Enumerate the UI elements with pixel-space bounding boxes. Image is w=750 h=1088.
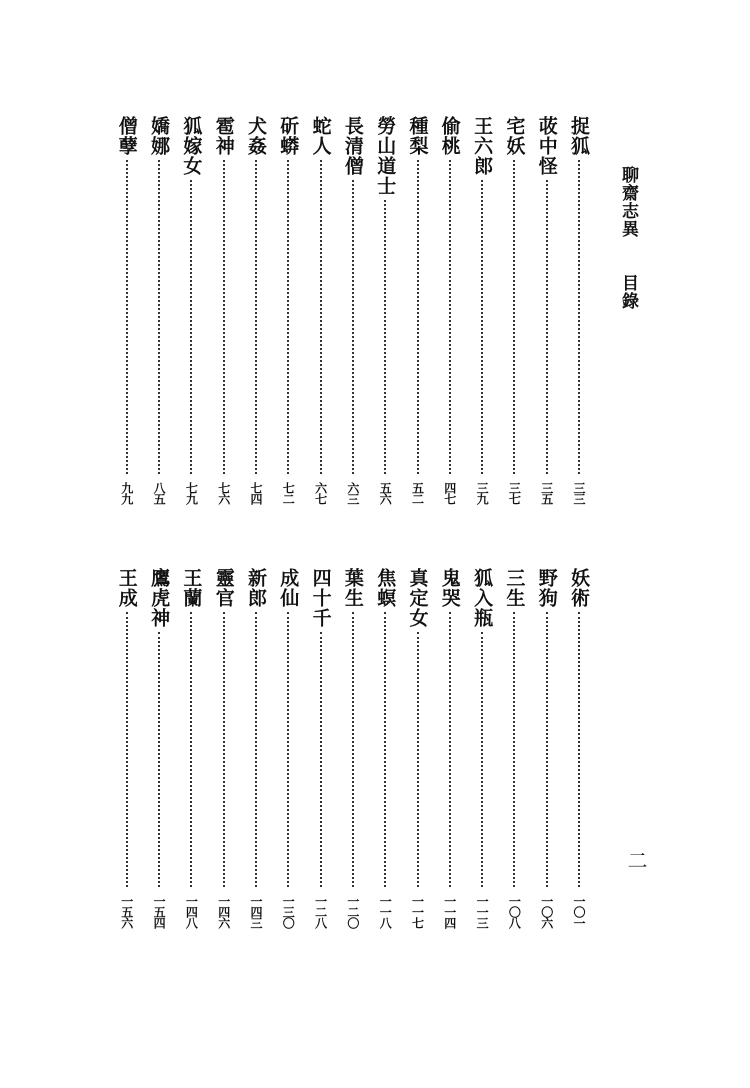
toc-entry: [212, 568, 236, 928]
entry-title: 四十千: [309, 568, 332, 628]
dot-leader: [223, 160, 225, 474]
toc-entry: [406, 116, 430, 504]
page-number: 二: [624, 850, 648, 870]
entry-title: 偷桃: [438, 116, 461, 156]
dot-leader: [352, 180, 354, 474]
dot-leader: [287, 612, 289, 887]
entry-page: 一二〇: [345, 895, 360, 928]
entry-page: 五二: [410, 482, 425, 504]
dot-leader: [320, 632, 322, 887]
entry-page: 三五: [539, 482, 554, 504]
entry-page: 一一四: [442, 895, 457, 928]
toc-entry: [179, 116, 203, 504]
dot-leader: [126, 612, 128, 887]
entry-page: 一〇六: [539, 895, 554, 928]
entry-page: 一〇八: [507, 895, 522, 928]
toc-entry: [244, 568, 268, 928]
dot-leader: [449, 160, 451, 474]
dot-leader: [223, 612, 225, 887]
entry-title: 嬌娜: [148, 116, 171, 156]
dot-leader: [190, 612, 192, 887]
entry-title: 新郎: [245, 568, 267, 608]
entry-page: 一二八: [313, 895, 328, 928]
entry-page: 三九: [475, 482, 490, 504]
toc-entry: [341, 116, 365, 504]
entry-title: 斫蟒: [277, 116, 300, 156]
entry-title: 雹神: [212, 116, 235, 156]
entry-title: 王六郎: [471, 116, 494, 176]
entry-title: 王成: [115, 568, 138, 608]
dot-leader: [255, 612, 257, 887]
dot-leader: [481, 632, 483, 887]
dot-leader: [513, 612, 515, 887]
toc-entry: [470, 116, 494, 504]
running-header: [616, 166, 641, 310]
entry-page: 七二: [281, 482, 296, 504]
entry-page: 一一七: [410, 895, 425, 928]
toc-entry: [567, 568, 591, 928]
toc-entry: [309, 568, 333, 928]
entry-page: 四七: [442, 482, 457, 504]
dot-leader: [417, 160, 419, 474]
toc-entry: [502, 568, 526, 928]
entry-page: 七四: [249, 482, 263, 504]
entry-title: 僧孽: [115, 116, 138, 156]
dot-leader: [417, 632, 419, 887]
dot-leader: [287, 160, 289, 474]
entry-title: 焦螟: [374, 568, 397, 608]
entry-title: 王蘭: [180, 568, 203, 608]
entry-title: 捉狐: [568, 116, 590, 156]
entry-page: 一四八: [184, 895, 199, 928]
entry-page: 一五四: [152, 895, 167, 928]
entry-title: 勞山道士: [374, 116, 397, 196]
toc-entry: [115, 568, 139, 928]
entry-page: 一四三: [249, 895, 263, 928]
toc-entry: [179, 568, 203, 928]
dot-leader: [481, 180, 483, 474]
toc-entry: [373, 568, 397, 928]
toc-entry: [502, 116, 526, 504]
toc-entry: [341, 568, 365, 928]
entry-page: 九九: [119, 482, 134, 504]
toc-entry: [244, 116, 268, 504]
entry-page: 八五: [152, 482, 167, 504]
book-title: 聊齋志異: [618, 166, 638, 238]
dot-leader: [578, 612, 580, 887]
entry-page: 一四六: [216, 895, 231, 928]
entry-title: 成仙: [277, 568, 300, 608]
toc-entry: [535, 568, 559, 928]
entry-title: 葉生: [341, 568, 364, 608]
toc-entry: [438, 568, 462, 928]
entry-title: 真定女: [406, 568, 429, 628]
dot-leader: [513, 160, 515, 474]
toc-entry: [567, 116, 591, 504]
entry-page: 七九: [184, 482, 199, 504]
entry-page: 三七: [507, 482, 522, 504]
entry-page: 一五六: [119, 895, 134, 928]
dot-leader: [546, 612, 548, 887]
entry-title: 狐嫁女: [180, 116, 203, 176]
entry-page: 六七: [313, 482, 328, 504]
dot-leader: [546, 180, 548, 474]
toc-entry: [470, 568, 494, 928]
toc-entry: [438, 116, 462, 504]
entry-title: 三生: [503, 568, 526, 608]
entry-title: 種梨: [406, 116, 429, 156]
dot-leader: [384, 200, 386, 474]
toc-entry: [147, 568, 171, 928]
entry-title: 犬姦: [245, 116, 267, 156]
toc-entry: [373, 116, 397, 504]
entry-title: 荍中怪: [535, 116, 558, 176]
toc-entry: [309, 116, 333, 504]
entry-page: 一〇一: [572, 895, 586, 928]
entry-page: 一一八: [378, 895, 393, 928]
dot-leader: [158, 632, 160, 887]
entry-page: 一一三: [475, 895, 490, 928]
dot-leader: [190, 180, 192, 474]
entry-title: 宅妖: [503, 116, 526, 156]
toc-entry: [212, 116, 236, 504]
entry-page: 三三: [572, 482, 586, 504]
dot-leader: [158, 160, 160, 474]
entry-title: 鬼哭: [438, 568, 461, 608]
toc-entry: [276, 568, 300, 928]
toc-entry: [115, 116, 139, 504]
toc-entry: [147, 116, 171, 504]
dot-leader: [352, 612, 354, 887]
section-title: 目錄: [618, 274, 638, 310]
entry-title: 鷹虎神: [148, 568, 171, 628]
dot-leader: [578, 160, 580, 474]
entry-title: 蛇人: [309, 116, 332, 156]
entry-page: 五六: [378, 482, 393, 504]
dot-leader: [126, 160, 128, 474]
dot-leader: [255, 160, 257, 474]
toc-entry: [535, 116, 559, 504]
toc-entry: [406, 568, 430, 928]
entry-page: 七六: [216, 482, 231, 504]
dot-leader: [384, 612, 386, 887]
entry-page: 一三〇: [281, 895, 296, 928]
toc-entry: [276, 116, 300, 504]
dot-leader: [320, 160, 322, 474]
entry-title: 長清僧: [341, 116, 364, 176]
entry-title: 野狗: [535, 568, 558, 608]
entry-title: 妖術: [568, 568, 590, 608]
entry-page: 六三: [345, 482, 360, 504]
entry-title: 靈官: [212, 568, 235, 608]
dot-leader: [449, 612, 451, 887]
entry-title: 狐入瓶: [471, 568, 494, 628]
